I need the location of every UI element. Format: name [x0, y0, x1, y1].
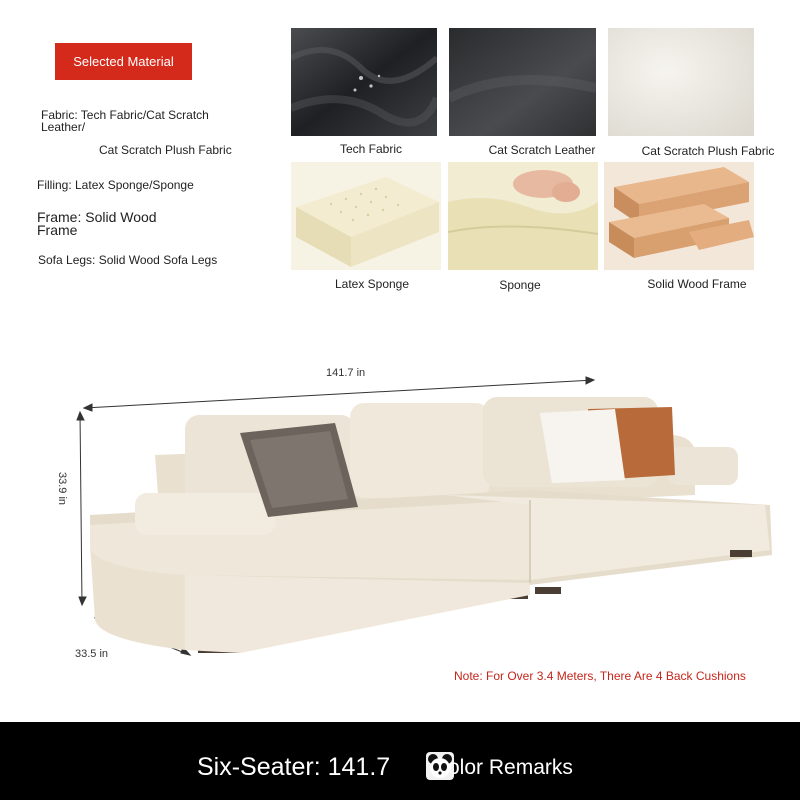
banner-title: Six-Seater: 141.7 [197, 753, 391, 781]
swatch-caption: Cat Scratch Plush Fabric [641, 144, 775, 158]
swatch-caption: Solid Wood Frame [647, 277, 747, 291]
frame-spec-line2: Frame [37, 222, 78, 238]
width-dimension: 141.7 in [326, 367, 366, 379]
swatch-caption: Tech Fabric [339, 142, 403, 156]
legs-spec: Sofa Legs: Solid Wood Sofa Legs [38, 253, 218, 267]
selected-material-badge: Selected Material [55, 43, 192, 80]
filling-spec: Filling: Latex Sponge/Sponge [37, 178, 194, 192]
banner-suffix: olor Remarks [448, 756, 573, 779]
swatch-caption: Sponge [499, 278, 541, 292]
depth-dimension: 33.5 in [75, 648, 109, 660]
fabric-spec-line3: Cat Scratch Plush Fabric [99, 143, 232, 157]
fabric-spec-line2: Leather/ [41, 120, 86, 134]
frame-spec-line1: Frame: Solid Wood [37, 209, 157, 225]
sofa-illustration [90, 395, 780, 660]
swatch-caption: Cat Scratch Leather [488, 143, 596, 157]
fabric-spec-line1: Fabric: Tech Fabric/Cat Scratch [41, 108, 209, 122]
bottom-banner [0, 722, 800, 800]
swatch-caption: Latex Sponge [334, 277, 410, 291]
back-cushion-note: Note: For Over 3.4 Meters, There Are 4 Back Cushions [454, 669, 746, 683]
height-dimension: 33.9 in [56, 472, 68, 506]
